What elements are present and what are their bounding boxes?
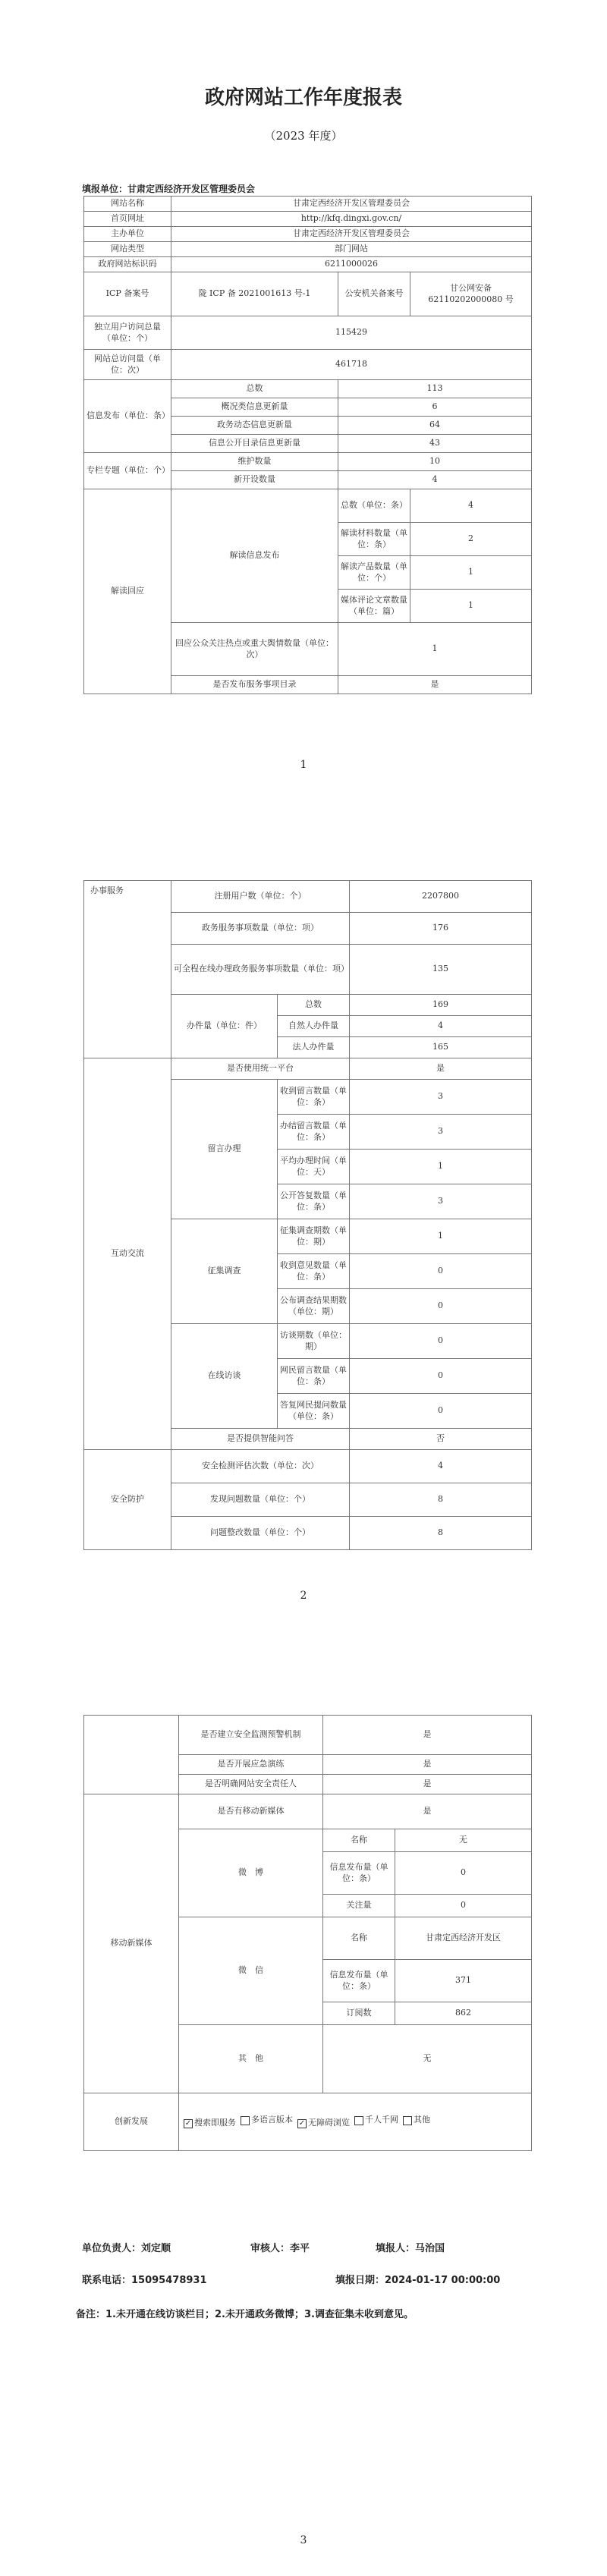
media-label: 移动新媒体 bbox=[84, 1794, 179, 2093]
service-label: 办事服务 bbox=[84, 881, 171, 1058]
interpret-product: 1 bbox=[410, 556, 532, 590]
items-label: 政务服务事项数量（单位：项） bbox=[171, 913, 350, 945]
has-media-label: 是否有移动新媒体 bbox=[179, 1794, 323, 1829]
table-row bbox=[84, 2093, 532, 2151]
survey-label: 征集调查 bbox=[171, 1219, 278, 1324]
other-media: 无 bbox=[323, 2025, 532, 2093]
home-url: http://kfq.dingxi.gov.cn/ bbox=[171, 212, 532, 227]
info-total: 113 bbox=[338, 380, 532, 398]
hotspot-label: 回应公众关注热点或重大舆情数量（单位：次） bbox=[171, 623, 338, 676]
interpret-product-label: 解读产品数量（单位：个） bbox=[338, 556, 410, 590]
checkbox-icon[interactable] bbox=[241, 2116, 250, 2125]
site-type-label: 网站类型 bbox=[84, 242, 171, 257]
msg-done: 3 bbox=[350, 1115, 532, 1150]
msg-public: 3 bbox=[350, 1184, 532, 1219]
person-label: 自然人办件量 bbox=[278, 1016, 350, 1037]
table-row bbox=[84, 489, 532, 523]
info-total-label: 总数 bbox=[171, 380, 338, 398]
users-label: 注册用户数（单位：个） bbox=[171, 881, 350, 913]
site-code: 6211000026 bbox=[171, 257, 532, 272]
topic-maintain-label: 维护数量 bbox=[171, 453, 338, 471]
interpret-media: 1 bbox=[410, 590, 532, 623]
found-label: 发现问题数量（单位：个） bbox=[171, 1483, 350, 1517]
drill-label: 是否开展应急演练 bbox=[179, 1755, 323, 1775]
site-name-label: 网站名称 bbox=[84, 197, 171, 212]
page-title: 政府网站工作年度报表 bbox=[204, 86, 402, 109]
scan-label: 安全检测评估次数（单位：次） bbox=[171, 1450, 350, 1483]
interpret-total-label: 总数（单位：条） bbox=[338, 489, 410, 523]
wechat-name: 甘肃定西经济开发区 bbox=[395, 1917, 532, 1960]
hotspot: 1 bbox=[338, 623, 532, 676]
wechat-subs: 862 bbox=[395, 2002, 532, 2025]
talk-count-label: 访谈期数（单位：期） bbox=[278, 1324, 350, 1359]
catalog: 是 bbox=[338, 676, 532, 694]
innovation-option[interactable] bbox=[184, 2118, 236, 2129]
info-overview-label: 概况类信息更新量 bbox=[171, 398, 338, 417]
innovation-option[interactable] bbox=[354, 2115, 398, 2126]
owner: 是 bbox=[323, 1775, 532, 1794]
items: 176 bbox=[350, 913, 532, 945]
fixed: 8 bbox=[350, 1517, 532, 1550]
monitor: 是 bbox=[323, 1716, 532, 1755]
other-media-label: 其 他 bbox=[179, 2025, 323, 2093]
msg-public-label: 公开答复数量（单位：条） bbox=[278, 1184, 350, 1219]
scan: 4 bbox=[350, 1450, 532, 1483]
smart: 否 bbox=[350, 1429, 532, 1450]
innovation-options bbox=[179, 2093, 532, 2151]
reviewer: 审核人：李平 bbox=[250, 2243, 310, 2254]
talk-label: 在线访谈 bbox=[171, 1324, 278, 1429]
msg-received: 3 bbox=[350, 1080, 532, 1115]
table-row bbox=[84, 1450, 532, 1483]
filler: 填报人：马治国 bbox=[376, 2243, 445, 2254]
table-row bbox=[84, 453, 532, 471]
drill: 是 bbox=[323, 1755, 532, 1775]
interpret-material: 2 bbox=[410, 523, 532, 556]
msg-days-label: 平均办理时间（单位：天） bbox=[278, 1150, 350, 1184]
info-public-label: 信息公开目录信息更新量 bbox=[171, 435, 338, 453]
report-year: （2023 年度） bbox=[264, 129, 343, 143]
table-row bbox=[84, 316, 532, 350]
wechat-name-label: 名称 bbox=[323, 1917, 395, 1960]
users: 2207800 bbox=[350, 881, 532, 913]
talk-a-label: 答复网民提问数量（单位：条） bbox=[278, 1394, 350, 1429]
checkbox-icon[interactable] bbox=[354, 2116, 363, 2125]
page-views-label: 网站总访问量（单位：次） bbox=[84, 350, 171, 380]
table-row bbox=[84, 197, 532, 212]
site-type: 部门网站 bbox=[171, 242, 532, 257]
table-row bbox=[84, 1058, 532, 1080]
remarks: 备注：1.未开通在线访谈栏目；2.未开通政务微博；3.调查征集未收到意见。 bbox=[76, 2309, 414, 2320]
msg-days: 1 bbox=[350, 1150, 532, 1184]
catalog-label: 是否发布服务事项目录 bbox=[171, 676, 338, 694]
table-row bbox=[84, 242, 532, 257]
host-unit-label: 主办单位 bbox=[84, 227, 171, 242]
innovation-option[interactable] bbox=[297, 2118, 350, 2129]
table-row bbox=[84, 257, 532, 272]
host-unit: 甘肃定西经济开发区管理委员会 bbox=[171, 227, 532, 242]
monitor-label: 是否建立安全监测预警机制 bbox=[179, 1716, 323, 1755]
info-release-label: 信息发布（单位：条） bbox=[84, 380, 171, 453]
found: 8 bbox=[350, 1483, 532, 1517]
page-number: 3 bbox=[300, 2534, 307, 2546]
msg-received-label: 收到留言数量（单位：条） bbox=[278, 1080, 350, 1115]
weibo-label: 微 博 bbox=[179, 1829, 323, 1917]
weibo-fans: 0 bbox=[395, 1895, 532, 1917]
corp: 165 bbox=[350, 1037, 532, 1058]
info-overview: 6 bbox=[338, 398, 532, 417]
person: 4 bbox=[350, 1016, 532, 1037]
online: 135 bbox=[350, 945, 532, 995]
handled-total: 169 bbox=[350, 995, 532, 1016]
talk-count: 0 bbox=[350, 1324, 532, 1359]
table-row bbox=[84, 881, 532, 913]
security-cont-cell bbox=[84, 1716, 179, 1794]
msg-done-label: 办结留言数量（单位：条） bbox=[278, 1115, 350, 1150]
page-number: 1 bbox=[300, 759, 307, 771]
innovation-label: 创新发展 bbox=[84, 2093, 179, 2151]
table-row bbox=[84, 1716, 532, 1755]
interpret-media-label: 媒体评论文章数量（单位：篇） bbox=[338, 590, 410, 623]
unified: 是 bbox=[350, 1058, 532, 1080]
police-record-number: 甘公网安备 62110202000080 号 bbox=[410, 272, 532, 316]
checked-checkbox-icon[interactable]: ✓ bbox=[184, 2118, 192, 2128]
interpret-release-label: 解读信息发布 bbox=[171, 489, 338, 623]
home-url-label: 首页网址 bbox=[84, 212, 171, 227]
topic-new-label: 新开设数量 bbox=[171, 471, 338, 489]
weibo-name: 无 bbox=[395, 1829, 532, 1852]
info-news-label: 政务动态信息更新量 bbox=[171, 417, 338, 435]
innovation-option-label: 无障碍浏览 bbox=[308, 2118, 350, 2128]
report-table-page-1 bbox=[83, 196, 532, 694]
survey-opinion-label: 收到意见数量（单位：条） bbox=[278, 1254, 350, 1289]
interpret-material-label: 解读材料数量（单位：条） bbox=[338, 523, 410, 556]
survey-result-label: 公布调查结果期数（单位：期） bbox=[278, 1289, 350, 1324]
report-table-page-2 bbox=[83, 880, 532, 1550]
handled-label: 办件量（单位：件） bbox=[171, 995, 278, 1058]
survey-count-label: 征集调查期数（单位：期） bbox=[278, 1219, 350, 1254]
innovation-option-label: 搜索即服务 bbox=[194, 2118, 236, 2128]
handled-total-label: 总数 bbox=[278, 995, 350, 1016]
security-label: 安全防护 bbox=[84, 1450, 171, 1550]
innovation-option-label: 千人千网 bbox=[365, 2115, 398, 2125]
info-public: 43 bbox=[338, 435, 532, 453]
table-row bbox=[84, 212, 532, 227]
fixed-label: 问题整改数量（单位：个） bbox=[171, 1517, 350, 1550]
table-row bbox=[84, 227, 532, 242]
police-record-label: 公安机关备案号 bbox=[338, 272, 410, 316]
smart-label: 是否提供智能问答 bbox=[171, 1429, 350, 1450]
talk-q: 0 bbox=[350, 1359, 532, 1394]
corp-label: 法人办件量 bbox=[278, 1037, 350, 1058]
wechat-subs-label: 订阅数 bbox=[323, 2002, 395, 2025]
fill-date: 填报日期：2024-01-17 00:00:00 bbox=[335, 2275, 501, 2286]
table-row bbox=[84, 380, 532, 398]
leader: 单位负责人：刘定顺 bbox=[82, 2243, 171, 2254]
wechat-posts-label: 信息发布量（单位：条） bbox=[323, 1960, 395, 2002]
online-label: 可全程在线办理政务服务事项数量（单位：项） bbox=[171, 945, 350, 995]
reporting-unit: 填报单位：甘肃定西经济开发区管理委员会 bbox=[82, 184, 256, 194]
interact-label: 互动交流 bbox=[84, 1058, 171, 1450]
has-media: 是 bbox=[323, 1794, 532, 1829]
checked-checkbox-icon[interactable]: ✓ bbox=[298, 2118, 306, 2128]
talk-a: 0 bbox=[350, 1394, 532, 1429]
topic-new: 4 bbox=[338, 471, 532, 489]
survey-opinion: 0 bbox=[350, 1254, 532, 1289]
unified-label: 是否使用统一平台 bbox=[171, 1058, 350, 1080]
table-row bbox=[84, 1794, 532, 1829]
info-news: 64 bbox=[338, 417, 532, 435]
wechat-label: 微 信 bbox=[179, 1917, 323, 2025]
unique-visitors: 115429 bbox=[171, 316, 532, 350]
interpret-total: 4 bbox=[410, 489, 532, 523]
talk-q-label: 网民留言数量（单位：条） bbox=[278, 1359, 350, 1394]
interpret-label: 解读回应 bbox=[84, 489, 171, 694]
site-code-label: 政府网站标识码 bbox=[84, 257, 171, 272]
innovation-option[interactable] bbox=[241, 2115, 293, 2126]
topic-label: 专栏专题（单位：个） bbox=[84, 453, 171, 489]
contact-phone: 联系电话：15095478931 bbox=[82, 2275, 207, 2286]
report-table-page-3 bbox=[83, 1715, 532, 2151]
owner-label: 是否明确网站安全责任人 bbox=[179, 1775, 323, 1794]
checkbox-icon[interactable] bbox=[403, 2116, 412, 2125]
icp-number: 陇 ICP 备 2021001613 号-1 bbox=[171, 272, 338, 316]
innovation-option[interactable] bbox=[403, 2115, 430, 2126]
wechat-posts: 371 bbox=[395, 1960, 532, 2002]
innovation-option-label: 其他 bbox=[414, 2115, 430, 2125]
unique-visitors-label: 独立用户访问总量（单位：个） bbox=[84, 316, 171, 350]
table-row bbox=[84, 272, 532, 316]
innovation-option-label: 多语言版本 bbox=[251, 2115, 293, 2125]
weibo-fans-label: 关注量 bbox=[323, 1895, 395, 1917]
survey-count: 1 bbox=[350, 1219, 532, 1254]
topic-maintain: 10 bbox=[338, 453, 532, 471]
weibo-posts-label: 信息发布量（单位：条） bbox=[323, 1852, 395, 1895]
table-row bbox=[84, 350, 532, 380]
site-name: 甘肃定西经济开发区管理委员会 bbox=[171, 197, 532, 212]
survey-result: 0 bbox=[350, 1289, 532, 1324]
weibo-name-label: 名称 bbox=[323, 1829, 395, 1852]
icp-label: ICP 备案号 bbox=[84, 272, 171, 316]
page-views: 461718 bbox=[171, 350, 532, 380]
weibo-posts: 0 bbox=[395, 1852, 532, 1895]
page-number: 2 bbox=[300, 1590, 307, 1602]
msg-label: 留言办理 bbox=[171, 1080, 278, 1219]
